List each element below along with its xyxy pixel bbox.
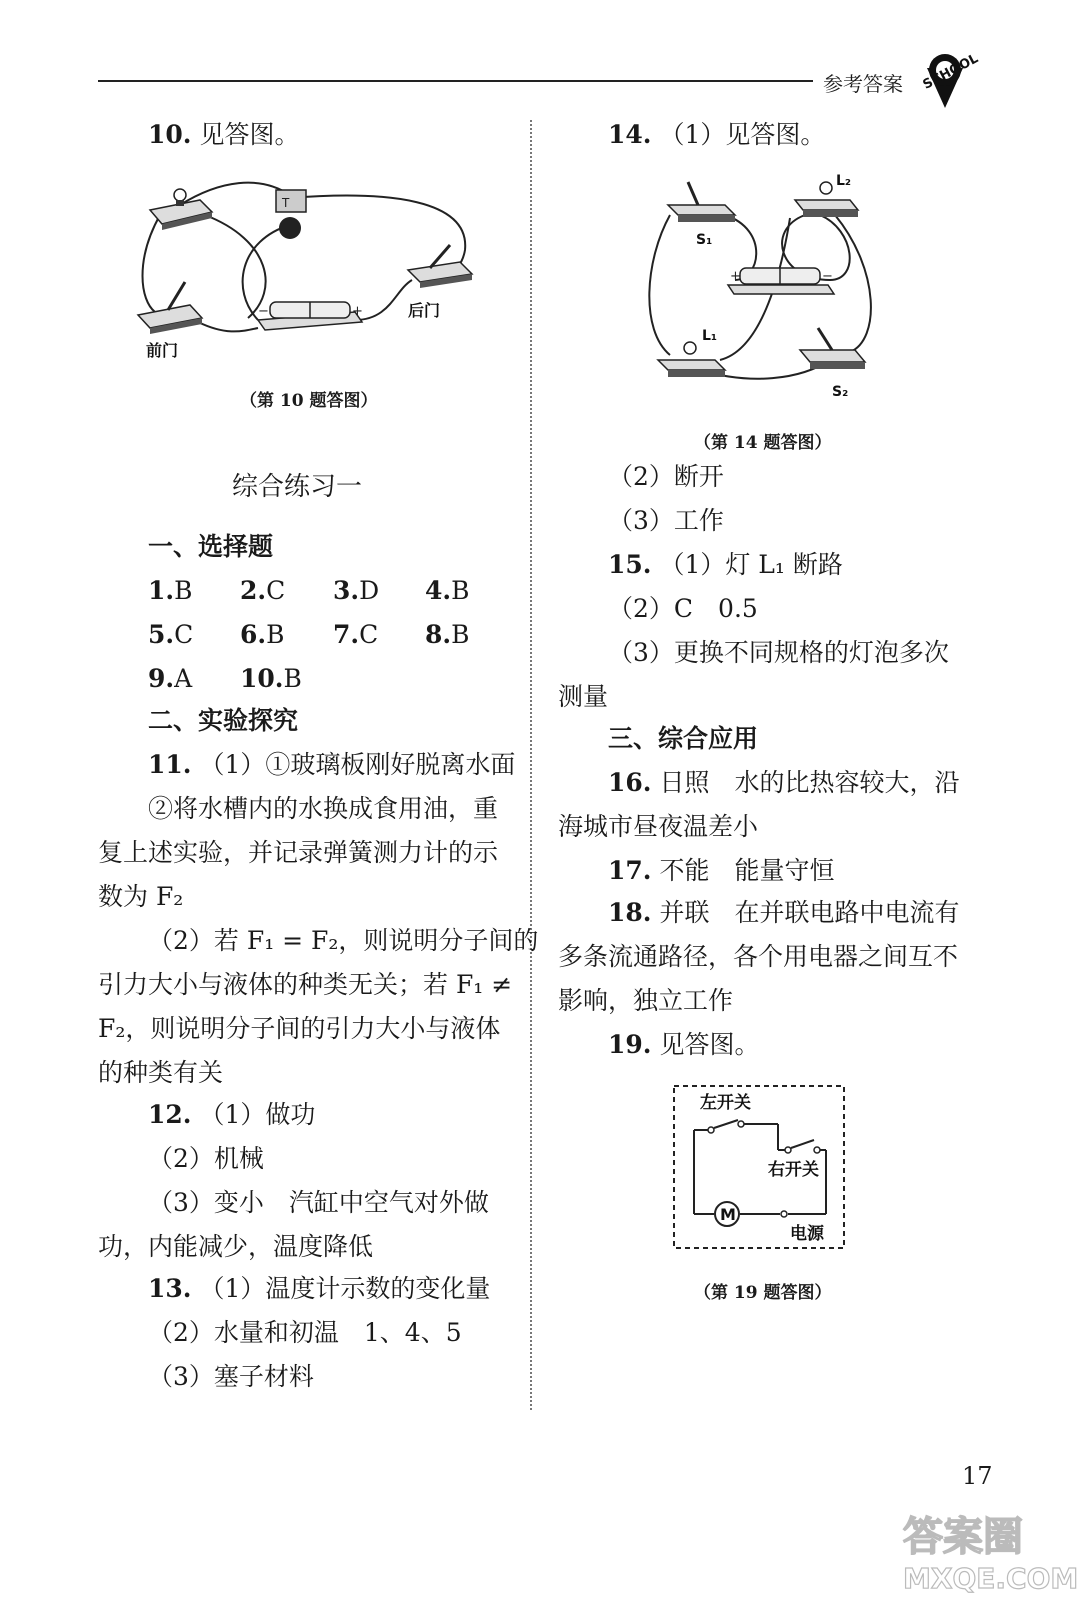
watermark-bottom: MXQE.COM (903, 1562, 1079, 1595)
logo-text: SCHOOL (920, 51, 981, 93)
s2-label: S₂ (832, 384, 849, 400)
battery-pack-icon (728, 268, 834, 294)
front-door-label: 前门 (146, 341, 179, 360)
q11-line8: 的种类有关 (98, 1058, 224, 1087)
answer-item: 7.C (333, 620, 379, 649)
answer-item: 5.C (148, 620, 194, 649)
answer-item: 10.B (240, 664, 302, 693)
q11-line4: 数为 F₂ (98, 882, 184, 911)
figure-10-circuit (130, 170, 480, 370)
svg-text:−: − (822, 269, 833, 284)
q14-line2: （2）断开 (608, 462, 724, 491)
answer-item: 8.B (425, 620, 470, 649)
answer-item: 1.B (148, 576, 193, 605)
section-title: 综合练习一 (232, 472, 363, 502)
s1-label: S₁ (696, 232, 713, 248)
watermark-logo (895, 1500, 1085, 1595)
q16-line1: 16. 日照 水的比热容较大，沿 (608, 768, 960, 797)
electric-bell-icon (276, 190, 306, 239)
lamp-board-icon (150, 189, 212, 230)
q12-line2: （2）机械 (148, 1144, 264, 1173)
front-door-switch-icon (138, 282, 202, 334)
figure-19-caption: （第 19 题答图） (694, 1283, 832, 1303)
back-door-switch-icon (408, 245, 472, 288)
svg-text:+: + (730, 269, 741, 284)
svg-text:+: + (352, 304, 363, 319)
watermark-top: 答案圈 (903, 1514, 1023, 1560)
answer-item: 6.B (240, 620, 285, 649)
right-switch-label: 右开关 (768, 1160, 819, 1180)
answer-item: 4.B (425, 576, 470, 605)
q15-line2: （2）C 0.5 (608, 594, 758, 623)
battery-pack-icon (258, 302, 363, 330)
q15-line4: 测量 (558, 682, 609, 711)
q18-line2: 多条流通路径，各个用电器之间互不 (558, 942, 959, 971)
q11-line6: 引力大小与液体的种类无关；若 F₁ ≠ (98, 970, 513, 999)
q10-line: 10. 见答图。 (148, 120, 300, 149)
q11-line3: 复上述实验，并记录弹簧测力计的示 (98, 838, 499, 867)
l1-label: L₁ (702, 328, 718, 344)
q11-line5: （2）若 F₁ = F₂，则说明分子间的 (148, 926, 539, 955)
q12-line1: 12. （1）做功 (148, 1100, 316, 1129)
q15-line1: 15. （1）灯 L₁ 断路 (608, 550, 843, 579)
part3-title: 三、综合应用 (608, 724, 759, 753)
figure-14-circuit (640, 170, 880, 410)
q13-line2: （2）水量和初温 1、4、5 (148, 1318, 462, 1347)
part1-title: 一、选择题 (148, 532, 274, 561)
q14-line: 14. （1）见答图。 (608, 120, 826, 149)
figure-10-caption: （第 10 题答图） (240, 391, 378, 411)
q14-line3: （3）工作 (608, 506, 724, 535)
page-number: 17 (962, 1462, 993, 1490)
q18-line3: 影响，独立工作 (558, 986, 734, 1015)
q13-line1: 13. （1）温度计示数的变化量 (148, 1274, 491, 1303)
power-label: 电源 (790, 1224, 824, 1244)
q12-line3: （3）变小 汽缸中空气对外做 (148, 1188, 489, 1217)
answer-item: 3.D (333, 576, 380, 605)
q11-line2: ②将水槽内的水换成食用油，重 (148, 794, 499, 823)
answer-item: 2.C (240, 576, 286, 605)
svg-text:−: − (258, 304, 269, 319)
q19-line: 19. 见答图。 (608, 1030, 760, 1059)
q17-line: 17. 不能 能量守恒 (608, 856, 835, 885)
svg-text:T: T (282, 196, 290, 210)
left-switch-label: 左开关 (700, 1093, 751, 1113)
q16-line2: 海城市昼夜温差小 (558, 812, 759, 841)
header-title: 参考答案 (823, 72, 903, 96)
part2-title: 二、实验探究 (148, 706, 299, 735)
l2-label: L₂ (836, 173, 852, 189)
back-door-label: 后门 (408, 301, 441, 320)
switch-s1-icon (668, 182, 735, 222)
header-rule (98, 80, 813, 82)
q11-line7: F₂，则说明分子间的引力大小与液体 (98, 1014, 501, 1043)
q15-line3: （3）更换不同规格的灯泡多次 (608, 638, 949, 667)
q12-line4: 功，内能减少，温度降低 (98, 1232, 374, 1261)
q13-line3: （3）塞子材料 (148, 1362, 314, 1391)
column-divider (530, 120, 532, 1410)
school-logo-icon (905, 48, 985, 113)
figure-19-circuit (670, 1082, 850, 1254)
answer-item: 9.A (148, 664, 193, 693)
lamp-l1-icon (658, 342, 725, 377)
motor-label: M (720, 1205, 736, 1224)
q11-line1: 11. （1）①玻璃板刚好脱离水面 (148, 750, 516, 779)
figure-14-caption: （第 14 题答图） (694, 433, 832, 453)
q18-line1: 18. 并联 在并联电路中电流有 (608, 898, 960, 927)
